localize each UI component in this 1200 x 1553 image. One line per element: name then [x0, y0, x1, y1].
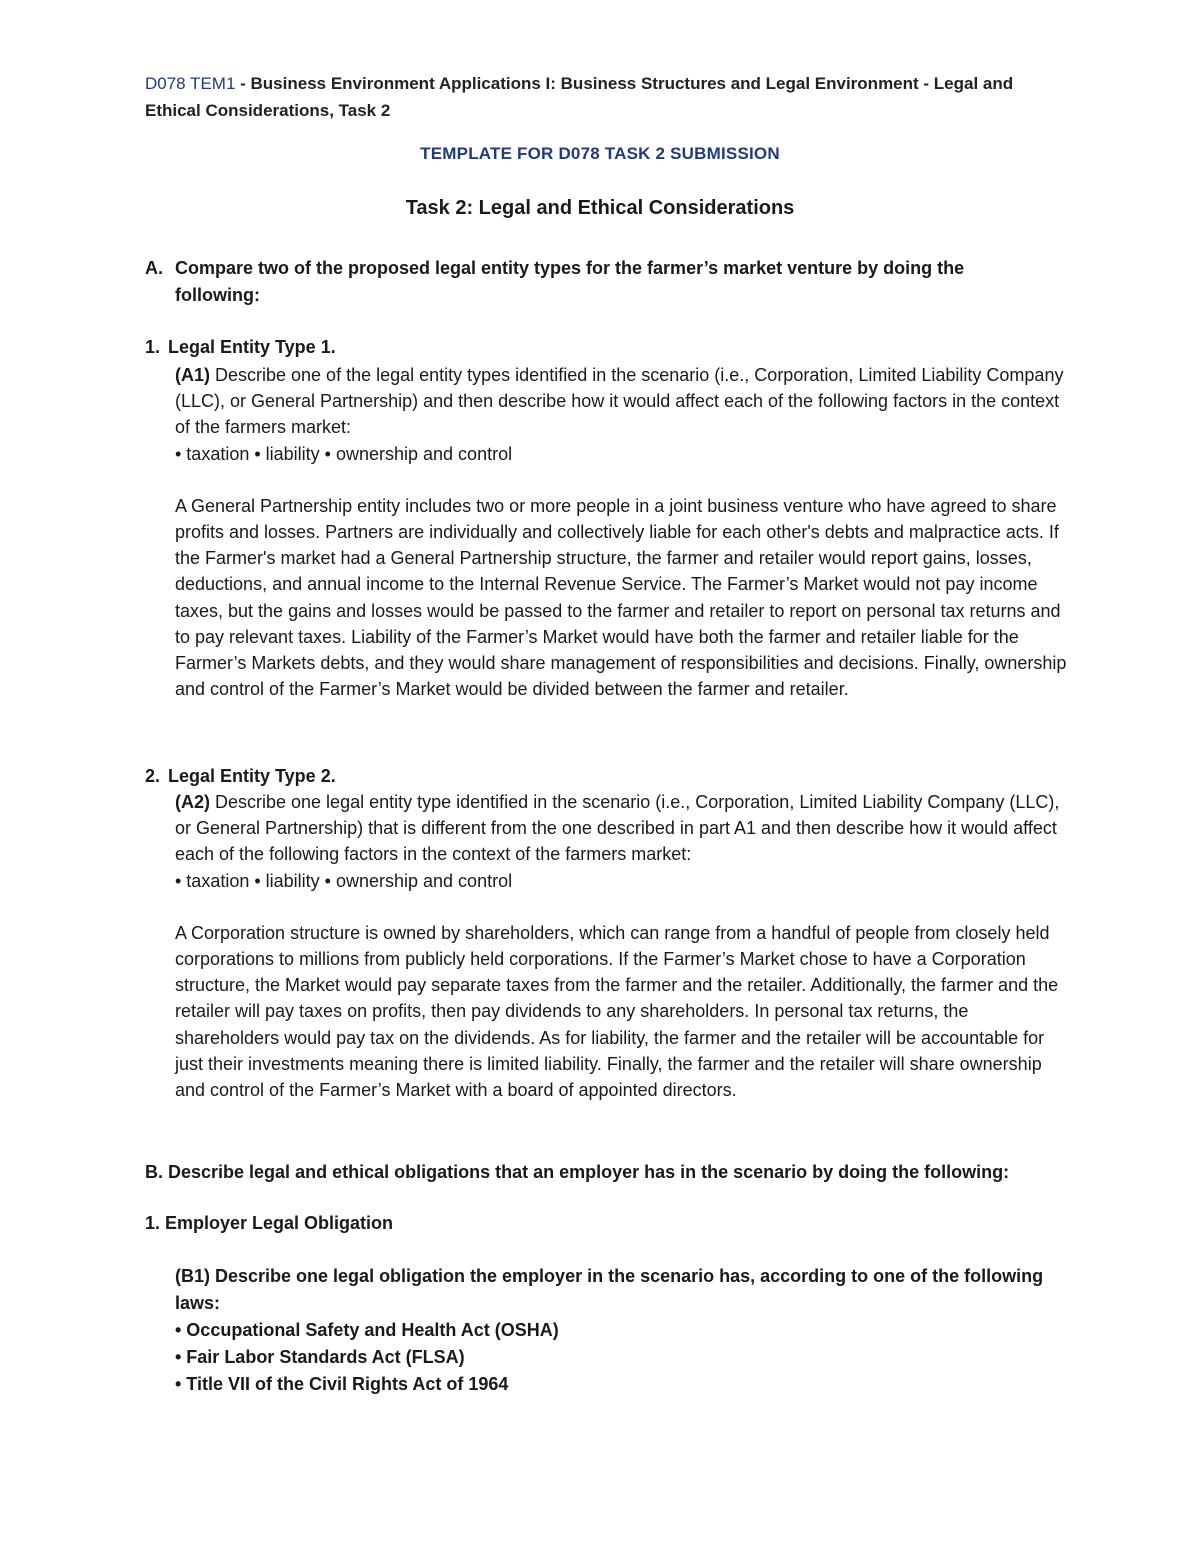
item-a2-label: 2.: [145, 766, 161, 786]
item-a1-body: [175, 362, 1070, 702]
item-a2-factors: • taxation • liability • ownership and control: [175, 870, 513, 891]
item-b1-prompt: (B1) Describe one legal obligation the employer in the scenario has, according to one of the following laws:: [175, 1266, 1044, 1313]
course-title: - Business Environment Applications I: Business Structures and Legal Environment - Legal and Ethical Considerations, Task 2: [145, 74, 1014, 120]
item-b1-body: [175, 1263, 1045, 1398]
course-code: D078 TEM1: [145, 74, 236, 93]
item-a2-prompt-tag: (A2): [175, 792, 210, 812]
item-a2-prompt: [175, 789, 1070, 868]
item-a1-heading: Legal Entity Type 1.: [168, 337, 336, 357]
item-a1-prompt: [175, 362, 1070, 441]
item-a2-prompt-text: Describe one legal entity type identified in the scenario (i.e., Corporation, Limited Liability Company (LLC), or General Partnership) that is different from the one described in part A1 and then describe how it would affect each of the following factors in the context of the farmers market:: [175, 792, 1060, 865]
section-a-heading: Compare two of the proposed legal entity types for the farmer’s market venture by doing the following:: [175, 258, 965, 305]
item-a2-heading: Legal Entity Type 2.: [168, 766, 336, 786]
item-a2-body: [175, 789, 1070, 1103]
law-osha: • Occupational Safety and Health Act (OSHA): [175, 1320, 559, 1340]
law-title-vii: • Title VII of the Civil Rights Act of 1964: [175, 1374, 509, 1394]
template-title: TEMPLATE FOR D078 TASK 2 SUBMISSION: [420, 144, 780, 163]
item-a1-label: 1.: [145, 337, 161, 357]
item-a1-prompt-tag: (A1): [175, 365, 210, 385]
item-a2-answer: A Corporation structure is owned by shareholders, which can range from a handful of people from closely held corporations to millions from publicly held corporations. If the Farmer’s Market chose to have a Corporation structure, the Market would pay separate taxes from the farmer and the retailer. Additionally, the farmer and the retailer will pay taxes on profits, then pay dividends to any shareholders. In personal tax returns, the shareholders would pay tax on the dividends. As for liability, the farmer and the retailer will be accountable for just their investments meaning there is limited liability. Finally, the farmer and the retailer will share ownership and control of the Farmer’s Market with a board of appointed directors.: [175, 922, 1059, 1101]
section-b-heading: Describe legal and ethical obligations that an employer has in the scenario by doing the following:: [168, 1162, 1010, 1182]
course-header: [145, 70, 1065, 124]
section-a-label: A.: [145, 258, 163, 278]
item-a1-factors: • taxation • liability • ownership and control: [175, 443, 513, 464]
item-a1-prompt-text: Describe one of the legal entity types identified in the scenario (i.e., Corporation, Limited Liability Company (LLC), or General Partnership) and then describe how it would affect each of the following factors in the context of the farmers market:: [175, 365, 1064, 438]
task-title: Task 2: Legal and Ethical Considerations: [405, 197, 795, 219]
item-b1-heading: 1. Employer Legal Obligation: [145, 1213, 394, 1233]
section-b-label: B.: [145, 1162, 163, 1182]
law-flsa: • Fair Labor Standards Act (FLSA): [175, 1347, 465, 1367]
item-a1-answer: A General Partnership entity includes two or more people in a joint business venture who have agreed to share profits and losses. Partners are individually and collectively liable for each other's debts and malpractice acts. If the Farmer's market had a General Partnership structure, the farmer and retailer would report gains, losses, deductions, and annual income to the Internal Revenue Service. The Farmer’s Market would not pay income taxes, but the gains and losses would be passed to the farmer and retailer to report on personal tax returns and to pay relevant taxes. Liability of the Farmer’s Market would have both the farmer and retailer liable for the Farmer’s Markets debts, and they would share management of responsibilities and decisions. Finally, ownership and control of the Farmer’s Market would be divided between the farmer and retailer.: [175, 495, 1067, 700]
